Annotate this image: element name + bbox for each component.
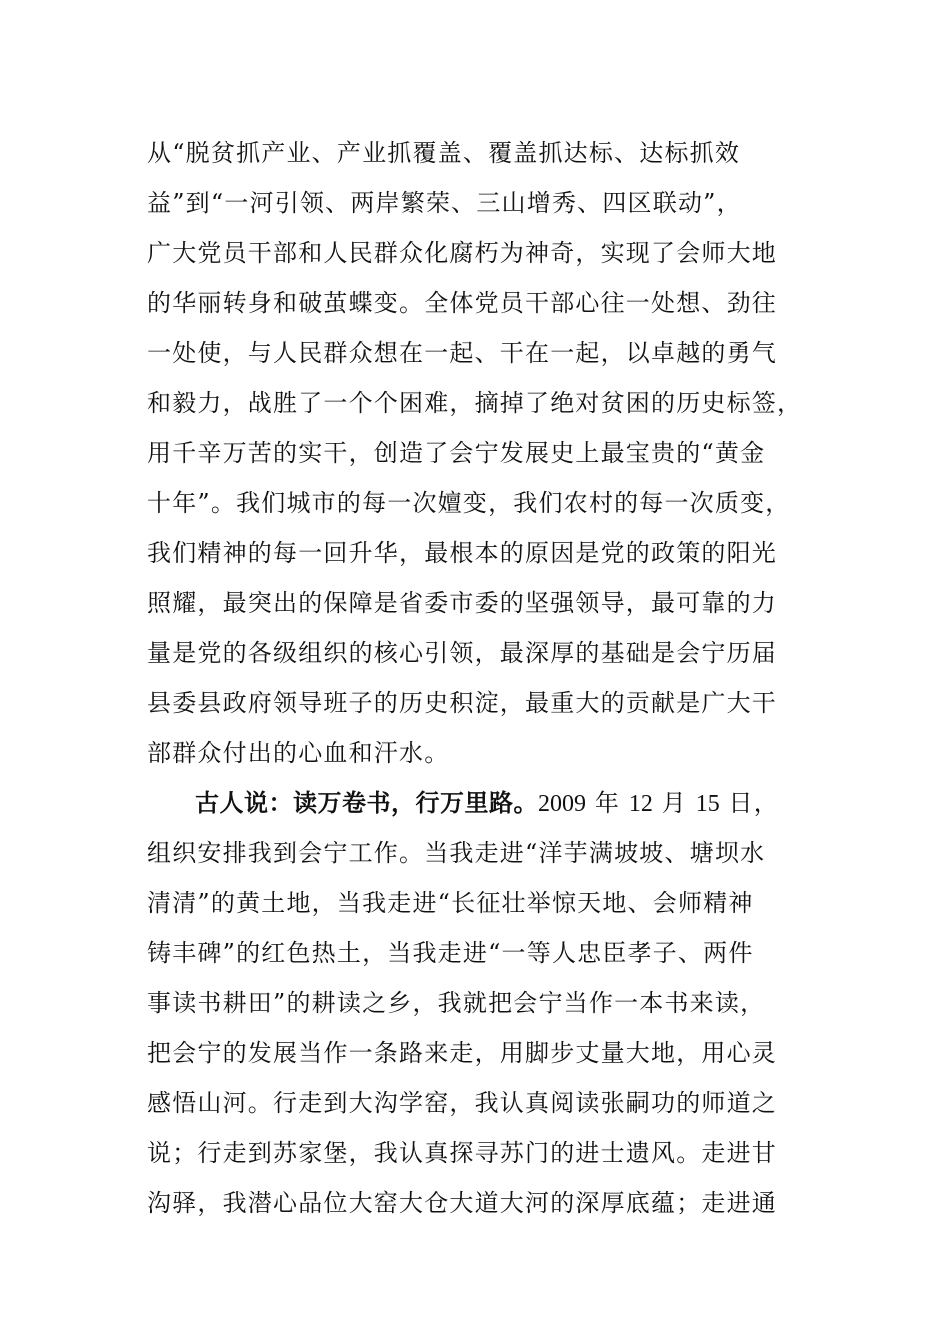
text-line: 部群众付出的心血和汗水。 [147, 739, 450, 767]
text-line: 县委县政府领导班子的历史积淀，最重大的贡献是广大干 [147, 689, 777, 717]
text-line: 十年”。我们城市的每一次嬗变，我们农村的每一次质变， [147, 489, 791, 517]
document-body [147, 134, 807, 1234]
text-line: 铸丰碑”的红色热土，当我走进“一等人忠臣孝子、两件 [147, 939, 754, 967]
text-line: 从“脱贫抓产业、产业抓覆盖、覆盖抓达标、达标抓效 [147, 139, 741, 167]
text-line: 广大党员干部和人民群众化腐朽为神奇，实现了会师大地 [147, 239, 777, 267]
date-month-unit: 月 [652, 789, 696, 817]
text-line: 组织安排我到会宁工作。当我走进“洋芋满坡坡、塘坝水 [147, 839, 766, 867]
text-line: 沟驿，我潜心品位大窑大仓大道大河的深厚底蕴；走进通 [147, 1189, 777, 1217]
text-line: 的华丽转身和破茧蝶变。全体党员干部心往一处想、劲往 [147, 289, 777, 317]
text-line: 我们精神的每一回升华，最根本的原因是党的政策的阳光 [147, 539, 777, 567]
text-line: 一处使，与人民群众想在一起、干在一起，以卓越的勇气 [147, 339, 777, 367]
text-line: 感悟山河。行走到大沟学窑，我认真阅读张嗣功的师道之 [147, 1089, 777, 1117]
paragraph-1 [147, 134, 807, 784]
text-line: 量是党的各级组织的核心引领，最深厚的基础是会宁历届 [147, 639, 777, 667]
date-day-unit: 日， [719, 789, 779, 817]
date-day: 15 [695, 791, 720, 817]
text-line: 把会宁的发展当作一条路来走，用脚步丈量大地，用心灵 [147, 1039, 777, 1067]
paragraph-2 [147, 784, 807, 1234]
text-line: 照耀，最突出的保障是省委市委的坚强领导，最可靠的力 [147, 589, 777, 617]
date-year: 2009 [538, 791, 586, 817]
text-line: 和毅力，战胜了一个个困难，摘掉了绝对贫困的历史标签， [147, 389, 803, 417]
bold-lead-sentence: 古人说：读万卷书，行万里路。 [195, 789, 538, 817]
date-year-unit: 年 [586, 789, 629, 817]
date-month: 12 [628, 791, 653, 817]
text-line: 清清”的黄土地，当我走进“长征壮举惊天地、会师精神 [147, 889, 754, 917]
text-line: 说；行走到苏家堡，我认真探寻苏门的进士遗风。走进甘 [147, 1139, 777, 1167]
paragraph-lead-line [147, 784, 807, 834]
text-line: 益”到“一河引领、两岸繁荣、三山增秀、四区联动”， [147, 189, 742, 217]
text-line: 用千辛万苦的实干，创造了会宁发展史上最宝贵的“黄金 [147, 439, 766, 467]
text-line: 事读书耕田”的耕读之乡，我就把会宁当作一本书来读， [147, 989, 766, 1017]
